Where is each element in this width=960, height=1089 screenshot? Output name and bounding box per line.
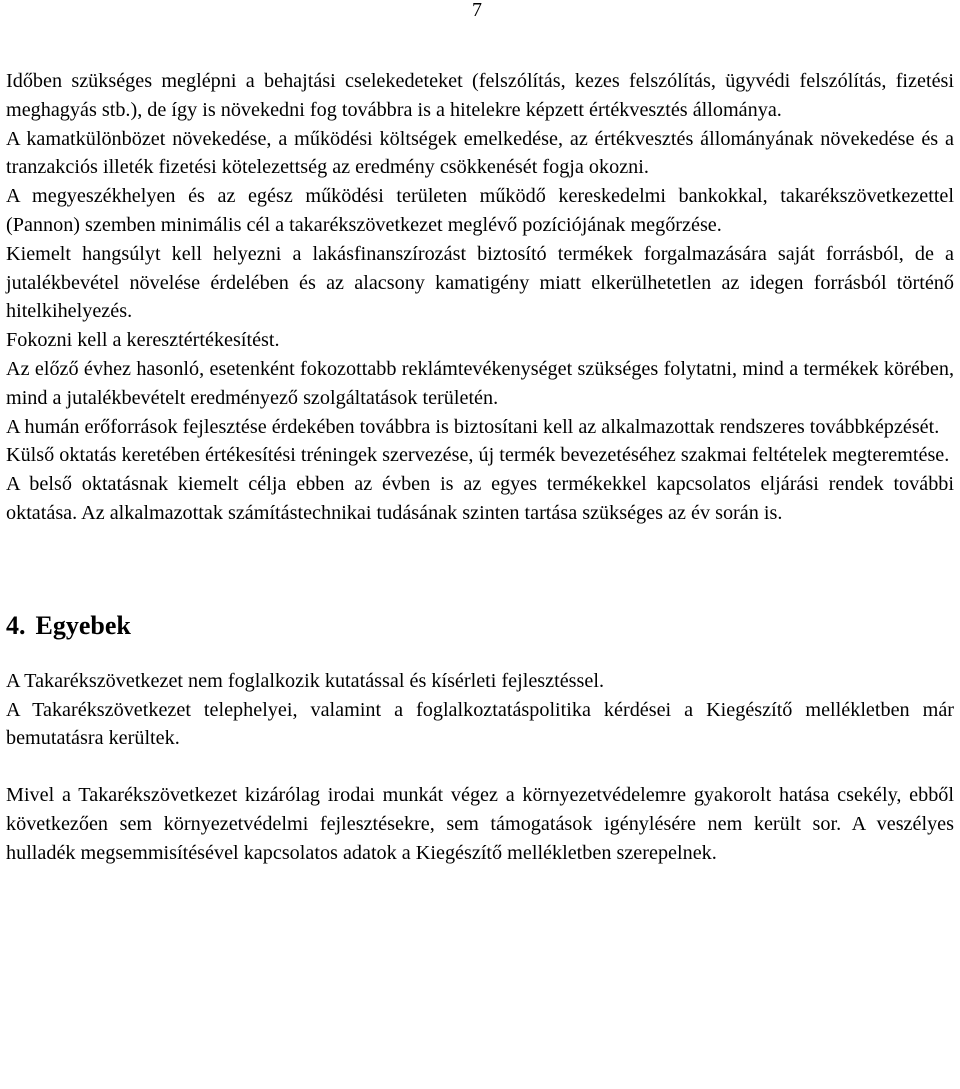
- paragraph-external-training: Külső oktatás keretében értékesítési tréningek szervezése, új termék bevezetéséhez szakmai feltételek megteremtése.: [6, 444, 950, 467]
- paragraph-sites: A Takarékszövetkezet telephelyei, valamint a foglalkoztatáspolitika kérdései a Kiegészítő mellékletben már bemutatásra kerültek.: [6, 698, 954, 750]
- paragraph-environment: Mivel a Takarékszövetkezet kizárólag irodai munkát végez a környezetvédelemre gyakorolt hatása csekély, ebből következően sem környezetvédelmi fejlesztésekre, sem támogatások igénylésére nem került sor. A veszélyes hulladék megsemmisítésével kapcsolatos adatok a Kiegészítő mellékletben szerepelnek.: [6, 784, 954, 864]
- paragraph-research: A Takarékszövetkezet nem foglalkozik kutatással és kísérleti fejlesztéssel.: [6, 669, 605, 692]
- paragraph-internal-training: A belső oktatásnak kiemelt célja ebben az évben is az egyes termékekkel kapcsolatos eljárási rendek további oktatása. Az alkalmazottak számítástechnikai tudásának szinten tartása szükséges az év során is.: [6, 473, 954, 524]
- paragraph-cross-selling: Fokozni kell a keresztértékesítést.: [6, 329, 280, 352]
- paragraph-competition: A megyeszékhelyen és az egész működési területen működő kereskedelmi bankokkal, takarékszövetkezettel (Pannon) szemben minimális cél a takarékszövetkezet meglévő pozíciójának megőrzése.: [6, 185, 954, 236]
- paragraph-collection: Időben szükséges meglépni a behajtási cselekedeteket (felszólítás, kezes felszólítás, ügyvédi felszólítás, fizetési meghagyás stb.), de így is növekedni fog továbbra is a hitelekre képzett értékvesztés állománya.: [6, 70, 954, 121]
- page-number: 7: [472, 0, 482, 21]
- paragraph-advertising: Az előző évhez hasonló, esetenként fokozottabb reklámtevékenységet szükséges folytatni, mind a termékek körében, mind a jutalékbevételt eredményező szolgáltatások területén.: [6, 357, 954, 409]
- section-number: 4.: [6, 610, 26, 640]
- paragraph-interest-margin: A kamatkülönbözet növekedése, a működési költségek emelkedése, az értékvesztés állományának növekedése és a tranzakciós illeték fizetési kötelezettség az eredmény csökkenését fogja okozni.: [6, 127, 954, 179]
- page-content: [6, 67, 954, 868]
- paragraph-housing-finance: Kiemelt hangsúlyt kell helyezni a lakásfinanszírozást biztosító termékek forgalmazására saját forrásból, de a jutalékbevétel növelése érdelében és az alacsony kamatigény miatt elkerülhetetlen az idegen forrásból történő hitelkihelyezés.: [6, 242, 954, 323]
- paragraph-human-resources: A humán erőforrások fejlesztése érdekében továbbra is biztosítani kell az alkalmazottak rendszeres továbbképzését.: [6, 415, 940, 438]
- section-title: Egyebek: [35, 610, 131, 640]
- section-heading: [6, 610, 954, 642]
